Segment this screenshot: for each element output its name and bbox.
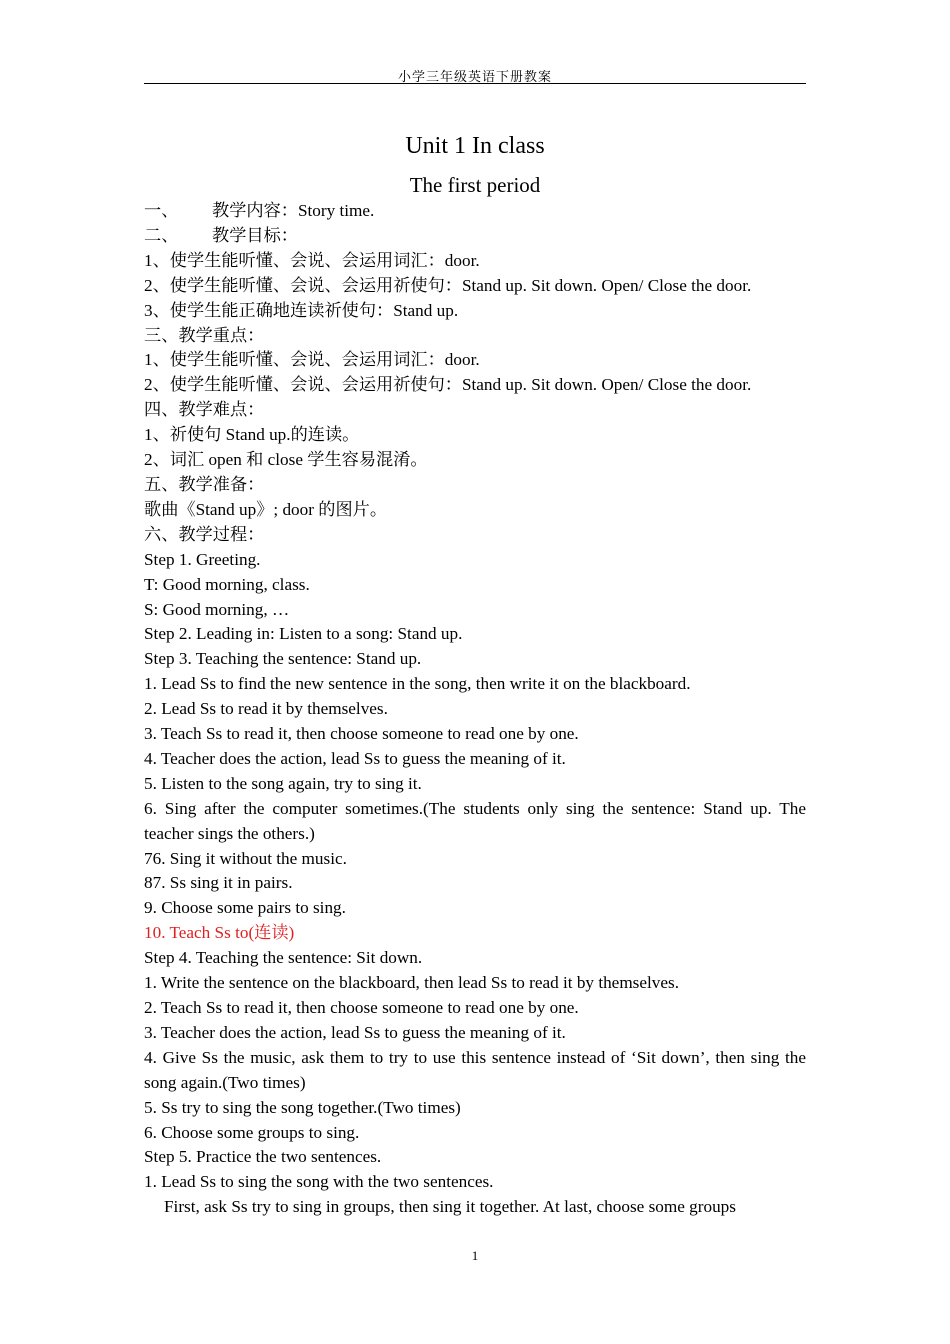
section-heading: 五、教学准备： (144, 474, 265, 494)
text-line: 2、词汇 open 和 close 学生容易混淆。 (144, 450, 428, 470)
step-heading: Step 3. Teaching the sentence: Stand up. (144, 649, 422, 669)
text-line: 5. Ss try to sing the song together.(Two times) (144, 1097, 461, 1117)
highlighted-text-line: 10. Teach Ss to(连读) (144, 923, 295, 943)
text-line: First, ask Ss try to sing in groups, then sing it together. At last, choose some groups (164, 1197, 736, 1217)
text-line: 2. Lead Ss to read it by themselves. (144, 699, 388, 719)
step-heading: Step 5. Practice the two sentences. (144, 1147, 382, 1167)
text-line: S: Good morning, … (144, 599, 290, 619)
text-line: T: Good morning, class. (144, 574, 310, 594)
section-heading: 六、教学过程： (144, 524, 265, 544)
section-text: 教学目标： (212, 225, 298, 245)
text-line: 6. Sing after the computer sometimes.(The students only sing the sentence: Stand up. The teacher sings the others.) (144, 798, 806, 843)
section-heading: 三、教学重点： (144, 325, 265, 345)
section-number: 一、 (144, 201, 179, 220)
text-line: 4. Give Ss the music, ask them to try to use this sentence instead of ‘Sit down’, then sing the song again.(Two times) (144, 1047, 806, 1092)
text-line: 1. Write the sentence on the blackboard, then lead Ss to read it by themselves. (144, 973, 679, 993)
text-line: 6. Choose some groups to sing. (144, 1122, 360, 1142)
step-heading: Step 4. Teaching the sentence: Sit down. (144, 948, 423, 968)
step-heading: Step 2. Leading in: Listen to a song: Stand up. (144, 624, 463, 644)
text-line: 2. Teach Ss to read it, then choose someone to read one by one. (144, 998, 579, 1017)
text-line: 9. Choose some pairs to sing. (144, 898, 346, 918)
text-line: 3. Teacher does the action, lead Ss to guess the meaning of it. (144, 1022, 566, 1042)
text-line: 76. Sing it without the music. (144, 848, 347, 868)
text-line: 3、使学生能正确地连读祈使句：Stand up. (144, 300, 459, 320)
document-body (144, 199, 806, 1220)
section-content (144, 199, 806, 224)
text-line: 2、使学生能听懂、会说、会运用祈使句：Stand up. Sit down. Open/ Close the door. (144, 375, 752, 395)
page-number: 1 (471, 1248, 479, 1263)
document-title: Unit 1 In class (405, 133, 545, 159)
text-line: 歌曲《Stand up》; door 的图片。 (144, 499, 388, 519)
document-subtitle: The first period (409, 173, 541, 197)
text-line: 87. Ss sing it in pairs. (144, 873, 293, 893)
text-line: 1、使学生能听懂、会说、会运用词汇：door. (144, 250, 480, 270)
text-line: 5. Listen to the song again, try to sing it. (144, 773, 422, 793)
text-line: 2、使学生能听懂、会说、会运用祈使句：Stand up. Sit down. Open/ Close the door. (144, 275, 752, 295)
text-line: 3. Teach Ss to read it, then choose someone to read one by one. (144, 724, 579, 744)
section-number: 二、 (144, 225, 179, 245)
text-line: 1. Lead Ss to find the new sentence in the song, then write it on the blackboard. (144, 674, 691, 694)
page-header: 小学三年级英语下册教案 (397, 69, 552, 84)
step-heading: Step 1. Greeting. (144, 549, 261, 569)
text-line: 4. Teacher does the action, lead Ss to guess the meaning of it. (144, 748, 566, 768)
text-line: 1、祈使句 Stand up.的连读。 (144, 425, 360, 445)
text-line: 1、使学生能听懂、会说、会运用词汇：door. (144, 350, 480, 370)
section-heading: 四、教学难点： (144, 400, 265, 420)
text-line: 1. Lead Ss to sing the song with the two sentences. (144, 1172, 494, 1192)
header-rule (144, 83, 806, 84)
section-objectives (144, 224, 806, 249)
section-text: 教学内容：Story time. (212, 201, 375, 220)
